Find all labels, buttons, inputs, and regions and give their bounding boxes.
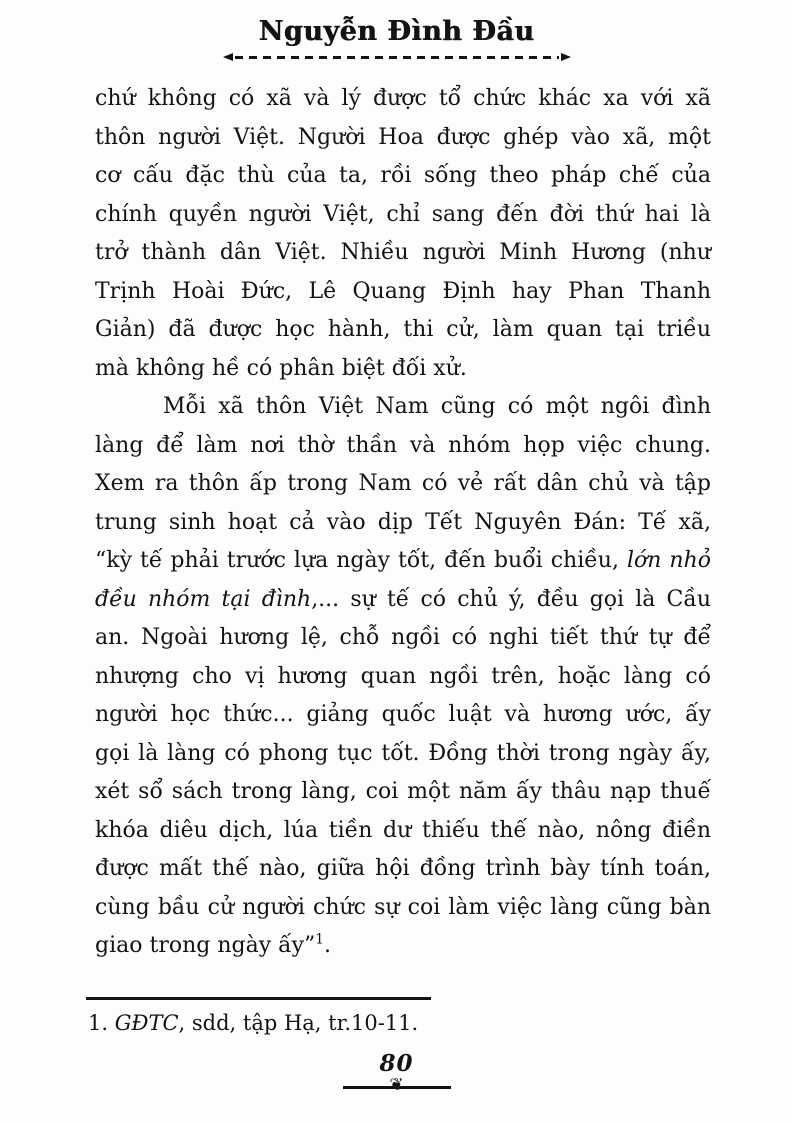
text-segment: mà không hề có phân biệt đối xử. [95,355,467,381]
text-segment: gọi là làng có phong tục tốt. Đồng thời trong ngày ấy, [95,740,711,766]
footnote-ref: 1 [315,931,324,948]
running-head-author: Nguyễn Đình Đầu [258,16,535,47]
text-line [95,350,711,389]
text-line [95,273,711,312]
divider-left-arrow-icon [223,53,233,61]
text-segment: Trịnh Hoài Đức, Lê Quang Định hay Phan Thanh [95,278,711,304]
text-line [95,80,711,119]
text-line [95,850,711,889]
text-line [95,388,711,427]
text-line [95,812,711,851]
text-segment: người học thức... giảng quốc luật và hương ước, ấy [95,702,711,727]
text-segment: Mỗi xã thôn Việt Nam cũng có một ngôi đình [163,394,711,419]
text-segment: thôn người Việt. Người Hoa được ghép vào xã, một [95,124,711,150]
text-segment: đều nhóm tại đình [95,586,312,612]
text-segment: giao trong ngày ấy” [95,933,316,958]
divider-right-arrow-icon [561,53,571,61]
text-line [95,889,711,928]
body-text [95,80,711,966]
text-segment: 1. [88,1011,115,1035]
text-line [95,619,711,658]
header-divider [223,53,571,61]
text-segment: GĐTC [114,1011,179,1035]
text-segment: cùng bầu cử người chức sự coi làm việc làng cũng bàn [95,894,711,920]
text-segment: trung sinh hoạt cả vào dịp Tết Nguyên Đán: Tế xã, [95,509,711,535]
text-segment: “kỳ tế phải trước lựa ngày tốt, đến buổi chiều, [95,548,627,573]
text-line [95,157,711,196]
text-line [95,196,711,235]
text-line [95,542,711,581]
text-segment: Xem ra thôn ấp trong Nam có vẻ rất dân chủ và tập [95,471,711,496]
text-line [95,311,711,350]
text-line [95,927,711,966]
text-segment: được mất thế nào, giữa hội đồng trình bày tính toán, [95,856,711,881]
ornament-line [343,1075,451,1095]
text-line [95,658,711,697]
text-segment: lớn nhỏ [626,548,711,573]
text-line [95,581,711,620]
text-line [95,234,711,273]
text-line [95,735,711,774]
text-segment: Giản) đã được học hành, thi cử, làm quan tại triều [95,317,711,342]
text-segment: nhượng cho vị hương quan ngồi trên, hoặc làng có [95,663,711,689]
text-segment: , sdd, tập Hạ, tr.10-11. [178,1011,419,1035]
divider-dashed-line [235,56,559,59]
text-segment: chính quyền người Việt, chỉ sang đến đời thứ hai là [95,201,711,227]
text-segment: . [323,933,331,958]
text-line [95,773,711,812]
text-line [95,427,711,466]
text-segment: chứ không có xã và lý được tổ chức khác xa với xã [95,86,711,111]
text-line [95,119,711,158]
text-segment: xét sổ sách trong làng, coi một năm ấy thâu nạp thuế [95,779,711,804]
text-segment: khóa diêu dịch, lúa tiền dư thiếu thế nào, nông điền [95,817,711,843]
text-line [95,696,711,735]
text-segment: an. Ngoài hương lệ, chỗ ngồi có nghi tiết thứ tự để [95,625,711,650]
fleuron-icon: ❦ [389,1075,404,1095]
text-segment: trở thành dân Việt. Nhiều người Minh Hương (như [95,240,711,265]
footnote-rule [86,997,431,1000]
text-segment: ,... sự tế có chủ ý, đều gọi là Cầu [311,586,711,612]
text-segment: làng để làm nơi thờ thần và nhóm họp việc chung. [95,432,711,458]
text-line [95,465,711,504]
footnote [88,1008,708,1038]
page-number: 80 [379,1050,414,1077]
text-line [95,504,711,543]
text-segment: cơ cấu đặc thù của ta, rồi sống theo pháp chế của [95,163,711,188]
